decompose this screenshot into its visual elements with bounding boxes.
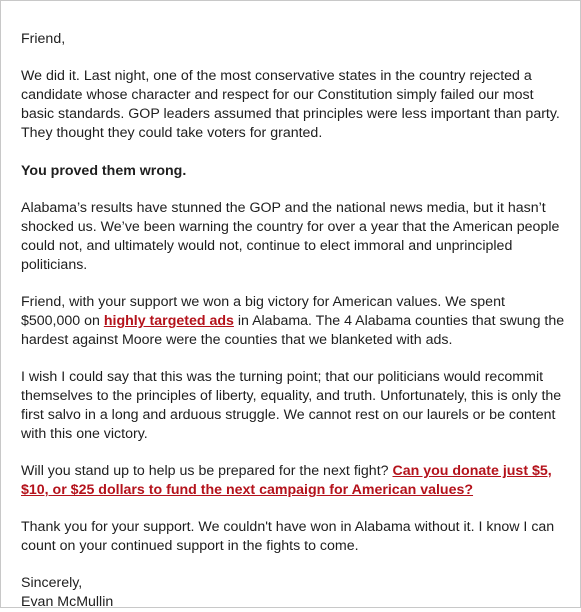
paragraph-3: Alabama’s results have stunned the GOP and the national news media, but it hasn’t shocked us. We’ve been warning the country for over a year that the American people could not, and ultimately would not, continue to elect immoral and unprincipled politicians. xyxy=(21,200,560,273)
paragraph-6-text: Will you stand up to help us be prepared for the next fight? xyxy=(21,463,393,479)
paragraph-7: Thank you for your support. We couldn't have won in Alabama without it. I know I can count on your continued support in the fights to come. xyxy=(21,519,555,554)
signature-name: Evan McMullin xyxy=(21,594,114,610)
paragraph-4-text-end: in Alabama. The 4 Alabama counties that swung the hardest against Moore were the counties that we blanketed with ads. xyxy=(21,313,565,348)
paragraph-4 xyxy=(21,293,566,350)
paragraph-5: I wish I could say that this was the turning point; that our politicians would recommit themselves to the principles of liberty, equality, and truth. Unfortunately, this is only the first salvo in a long and arduous struggle. We cannot rest on our laurels or be content with this one victory. xyxy=(21,369,562,442)
donate-link[interactable]: Can you donate just $5, $10, or $25 dollars to fund the next campaign for American values? xyxy=(21,463,552,498)
paragraph-4-text-start: Friend, with your support we won a big victory for American values. We spent $500,000 on xyxy=(21,294,505,329)
highly-targeted-ads-link[interactable]: highly targeted ads xyxy=(103,313,234,329)
paragraph-2-bold: You proved them wrong. xyxy=(21,163,187,179)
paragraph-6 xyxy=(21,462,566,500)
salutation: Friend, xyxy=(21,31,66,47)
paragraph-1: We did it. Last night, one of the most conservative states in the country rejected a candidate whose character and respect for our Constitution simply failed our most basic standards. GOP leaders assumed that principles were less important than party. They thought they could take voters for granted. xyxy=(21,68,560,141)
email-body xyxy=(21,30,566,612)
closing: Sincerely, xyxy=(21,575,83,591)
